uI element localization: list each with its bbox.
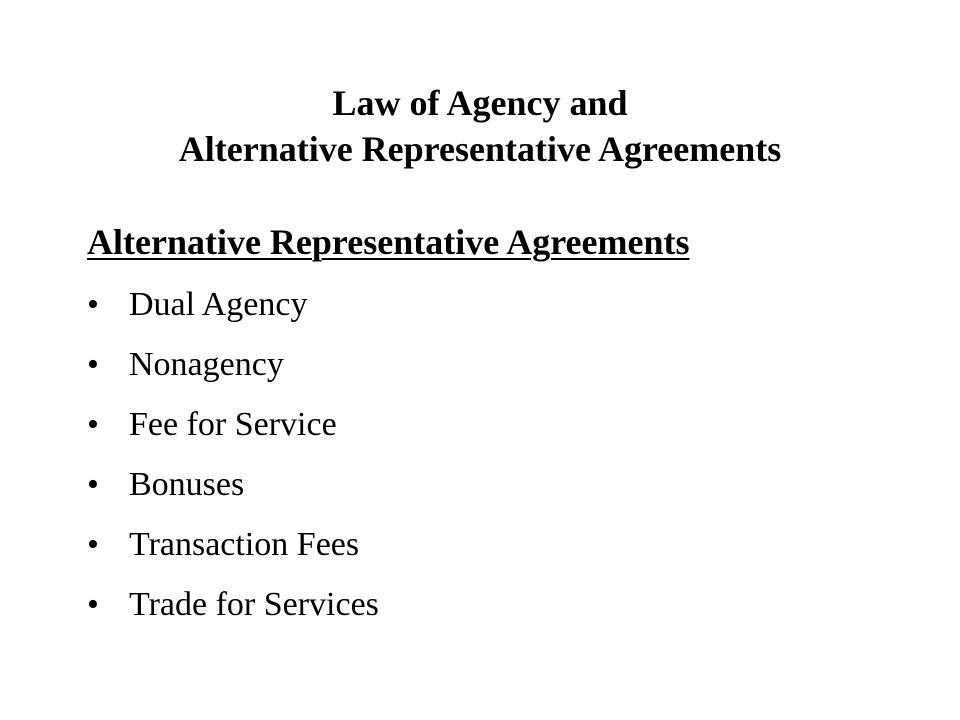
bullet-icon: •	[87, 526, 99, 563]
slide-title-line-1: Law of Agency and	[332, 83, 628, 123]
slide-title-line-2: Alternative Representative Agreements	[178, 129, 782, 169]
bullet-text: Bonuses	[129, 466, 245, 503]
bullet-text: Trade for Services	[129, 586, 379, 623]
bullet-icon: •	[87, 346, 99, 383]
section-heading: Alternative Representative Agreements	[87, 222, 690, 262]
bullet-icon: •	[87, 406, 99, 443]
bullet-icon: •	[87, 466, 99, 503]
bullet-text: Dual Agency	[129, 286, 308, 323]
bullet-text: Nonagency	[129, 346, 284, 383]
bullet-text: Transaction Fees	[129, 526, 360, 563]
bullet-icon: •	[87, 586, 99, 623]
bullet-text: Fee for Service	[129, 406, 337, 443]
bullet-icon: •	[87, 286, 99, 323]
slide-title	[0, 80, 960, 172]
